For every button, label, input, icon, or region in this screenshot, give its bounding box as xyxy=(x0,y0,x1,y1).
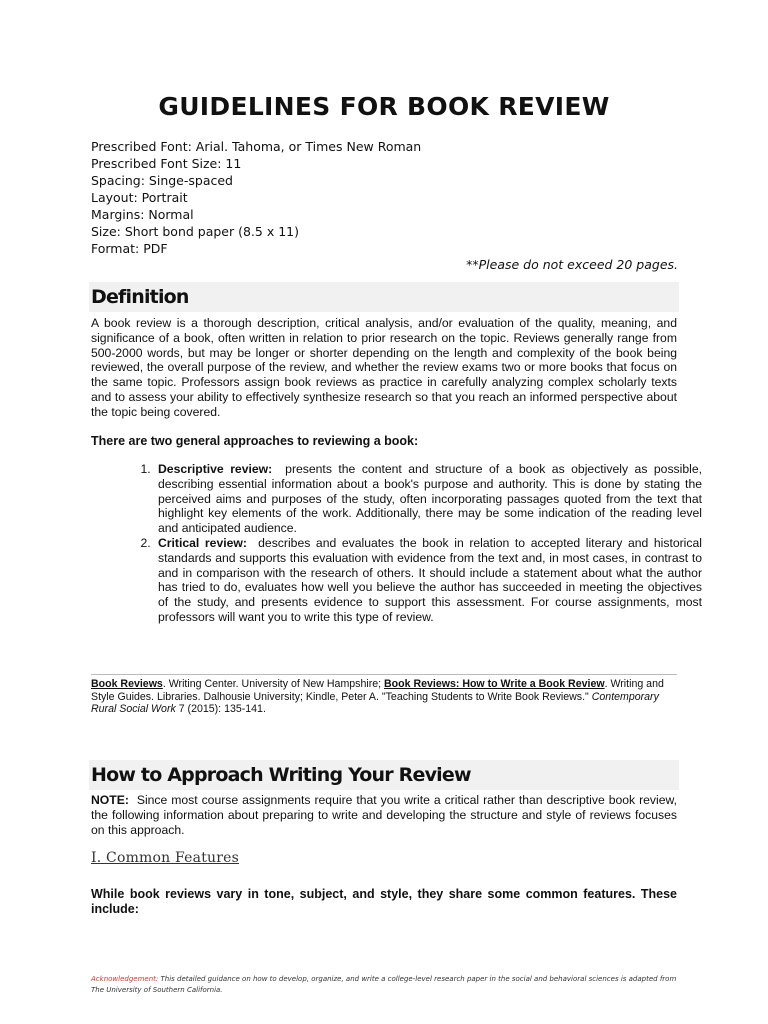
critical-term: Critical review: xyxy=(158,535,247,550)
note-text: Since most course assignments require that you write a critical rather than descriptive book review, the following information about preparing to write and developing the structure and style of reviews focuses on this approach. xyxy=(91,793,677,837)
approaches-list xyxy=(130,462,702,625)
descriptive-term: Descriptive review: xyxy=(158,462,273,476)
critical-text: describes and evaluates the book in relation to accepted literary and historical standards and supports this evaluation with evidence from the text and, in most cases, in contrast to and in comparison with the research of others. It should include a statement about what the author has tried to do, evaluates how well you believe the author has succeeded in meeting the objectives of the study, and presents evidence to support this assessment. For course assignments, most professors will want you to write this type of review. xyxy=(158,535,702,624)
note-label: NOTE: xyxy=(91,793,129,807)
spec-layout: Layout: Portrait xyxy=(91,190,188,205)
ref-text-1: . Writing Center. University of New Hampshire; xyxy=(162,678,385,690)
spec-format: Format: PDF xyxy=(91,241,168,256)
how-to-write-link[interactable]: Book Reviews: How to Write a Book Review xyxy=(384,678,605,690)
page-limit-note: **Please do not exceed 20 pages. xyxy=(466,257,678,272)
spec-size: Size: Short bond paper (8.5 x 11) xyxy=(91,224,299,239)
features-intro: While book reviews vary in tone, subject, and style, they share some common features. These include: xyxy=(91,887,677,916)
spec-margins: Margins: Normal xyxy=(91,207,194,222)
acknowledgement xyxy=(91,974,677,996)
book-reviews-link[interactable]: Book Reviews xyxy=(91,678,163,690)
format-specifications xyxy=(91,138,421,257)
approaches-intro: There are two general approaches to reviewing a book: xyxy=(91,434,419,448)
spec-font: Prescribed Font: Arial. Tahoma, or Times New Roman xyxy=(91,139,422,154)
ref-text-2: . Writing and Style Guides. Libraries. Dalhousie University; Kindle, Peter A. "Teaching Students to Write Book Reviews." xyxy=(91,678,664,703)
common-features-heading: I. Common Features xyxy=(91,850,240,866)
acknowledgement-label: Acknowledgement: xyxy=(91,975,159,983)
journal-title: Contemporary Rural Social Work xyxy=(91,690,659,716)
ref-text-3: 7 (2015): 135-141. xyxy=(175,703,266,716)
spec-spacing: Spacing: Singe-spaced xyxy=(91,173,233,188)
list-item-critical xyxy=(154,536,702,625)
definition-heading: Definition xyxy=(89,282,679,312)
approach-heading: How to Approach Writing Your Review xyxy=(89,760,679,790)
spec-font-size: Prescribed Font Size: 11 xyxy=(91,156,242,171)
list-item-descriptive xyxy=(154,462,702,536)
references xyxy=(91,674,677,716)
page-title: GUIDELINES FOR BOOK REVIEW xyxy=(158,92,610,121)
note-paragraph xyxy=(91,793,677,837)
definition-paragraph: A book review is a thorough description, critical analysis, and/or evaluation of the quality, meaning, and significance of a book, often written in relation to prior research on the topic. Reviews generally range from 500-2000 words, but may be longer or shorter depending on the length and complexity of the book being reviewed, the overall purpose of the review, and whether the review exams two or more books that focus on the same topic. Professors assign book reviews as practice in carefully analyzing complex scholarly texts and to assess your ability to effectively synthesize research so that you reach an informed perspective about the topic being covered. xyxy=(91,316,677,419)
descriptive-text: presents the content and structure of a book as objectively as possible, describing essential information about a book's purpose and authority. This is done by stating the perceived aims and purposes of the study, often incorporating passages quoted from the text that highlight key elements of the work. Additionally, there may be some indication of the reading level and anticipated audience. xyxy=(158,462,702,536)
acknowledgement-text: This detailed guidance on how to develop, organize, and write a college-level research paper in the social and behavioral sciences is adapted from The University of Southern California. xyxy=(91,975,677,994)
